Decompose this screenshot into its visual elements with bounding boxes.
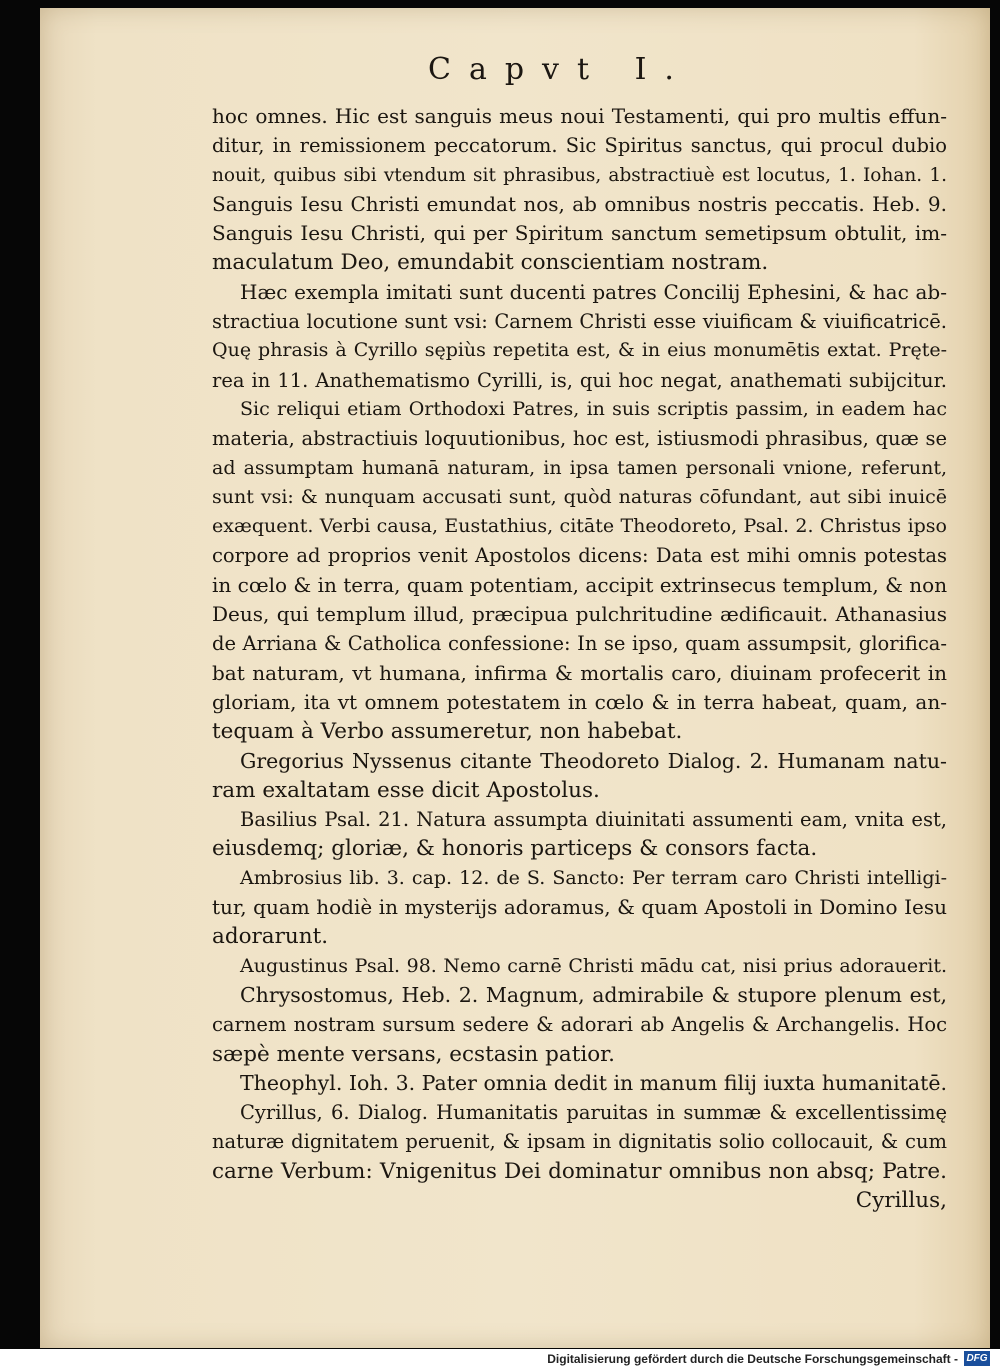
running-head: Capvt I. <box>428 52 692 87</box>
text-line: de Arriana & Catholica confessione: In se ipso, quam assumpsit, glorifica- <box>212 632 947 656</box>
text-line: Sanguis Iesu Christi, qui per Spiritum sanctum semetipsum obtulit, im- <box>212 221 947 246</box>
text-line: Chrysostomus, Heb. 2. Magnum, admirabile & stupore plenum est, <box>240 982 947 1007</box>
text-line: gloriam, ita vt omnem potestatem in cœlo & in terra habeat, quam, an- <box>212 689 947 714</box>
text-line: maculatum Deo, emundabit conscientiam nostram. <box>212 250 769 276</box>
text-line: sunt vsi: & nunquam accusati sunt, quòd naturas cōfundant, aut sibi inuicē <box>212 485 947 508</box>
text-line: Augustinus Psal. 98. Nemo carnē Christi mādu cat, nisi prius adorauerit. <box>240 954 947 977</box>
text-line: in cœlo & in terra, quam potentiam, accipit extrinsecus templum, & non <box>212 572 948 597</box>
text-line: Sic reliqui etiam Orthodoxi Patres, in suis scriptis passim, in eadem hac <box>240 397 947 420</box>
text-line: sæpè mente versans, ecstasin patior. <box>212 1041 615 1067</box>
text-line: stractiua locutione sunt vsi: Carnem Christi esse viuificam & viuificatricē. <box>212 310 947 334</box>
text-line: bat naturam, vt humana, infirma & mortalis caro, diuinam profecerit in <box>212 660 947 685</box>
text-line: corpore ad proprios venit Apostolos dicens: Data est mihi omnis potestas <box>212 544 947 568</box>
text-line: Hæc exempla imitati sunt ducenti patres Concilij Ephesini, & hac ab- <box>240 279 947 304</box>
text-line: eiusdemq; gloriæ, & honoris particeps & consors facta. <box>212 836 818 862</box>
body-text <box>212 102 947 1215</box>
text-line: Basilius Psal. 21. Natura assumpta diuinitati assumenti eam, vnita est, <box>240 808 947 832</box>
text-line: rea in 11. Anathematismo Cyrilli, is, qui hoc negat, anathemati subijcitur. <box>212 368 947 392</box>
text-line: Theophyl. Ioh. 3. Pater omnia dedit in manum filij iuxta humanitatē. <box>240 1070 947 1095</box>
text-line: Sanguis Iesu Christi emundat nos, ab omnibus nostris peccatis. Heb. 9. <box>212 191 947 216</box>
text-line: carne Verbum: Vnigenitus Dei dominatur omnibus non absq; Patre. <box>212 1158 947 1184</box>
text-line: Cyrillus, 6. Dialog. Humanitatis paruitas in summæ & excellentissimę <box>240 1101 947 1125</box>
text-line: tur, quam hodiè in mysterijs adoramus, & quam Apostoli in Domino Iesu <box>212 895 947 920</box>
text-line: materia, abstractiuis loquutionibus, hoc est, istiusmodi phrasibus, quæ se <box>212 427 947 451</box>
text-line: Ambrosius lib. 3. cap. 12. de S. Sancto: Per terram caro Christi intelligi- <box>240 866 947 889</box>
text-line: hoc omnes. Hic est sanguis meus noui Testamenti, qui pro multis effun- <box>212 104 947 128</box>
catchword: Cyrillus, <box>855 1187 947 1213</box>
text-line: exæquent. Verbi causa, Eustathius, citāte Theodoreto, Psal. 2. Christus ipso <box>212 515 947 538</box>
text-line: Gregorius Nyssenus citante Theodoreto Dialog. 2. Humanam natu- <box>240 748 947 773</box>
text-line: ram exaltatam esse dicit Apostolus. <box>212 777 600 803</box>
text-line: Deus, qui templum illud, præcipua pulchritudine ædificauit. Athanasius <box>212 602 947 627</box>
text-line: ditur, in remissionem peccatorum. Sic Spiritus sanctus, qui procul dubio <box>212 134 947 158</box>
text-line: naturæ dignitatem peruenit, & ipsam in dignitatis solio collocauit, & cum <box>212 1130 947 1154</box>
text-line: ad assumptam humanā naturam, in ipsa tamen personali vnione, referunt, <box>212 456 947 479</box>
text-line: adorarunt. <box>212 924 329 950</box>
text-line: nouit, quibus sibi vtendum sit phrasibus, abstractiuè est locutus, 1. Iohan. 1. <box>212 164 947 186</box>
text-line: Quę phrasis à Cyrillo sępiùs repetita est, & in eius monumētis extat. Pręte- <box>212 339 947 362</box>
dfg-logo-icon: DFG <box>964 1351 990 1366</box>
text-line: tequam à Verbo assumeretur, non habebat. <box>212 719 683 745</box>
footer-credit: Digitalisierung gefördert durch die Deutsche Forschungsgemeinschaft - <box>547 1352 958 1366</box>
text-line: carnem nostram sursum sedere & adorari ab Angelis & Archangelis. Hoc <box>212 1013 947 1037</box>
